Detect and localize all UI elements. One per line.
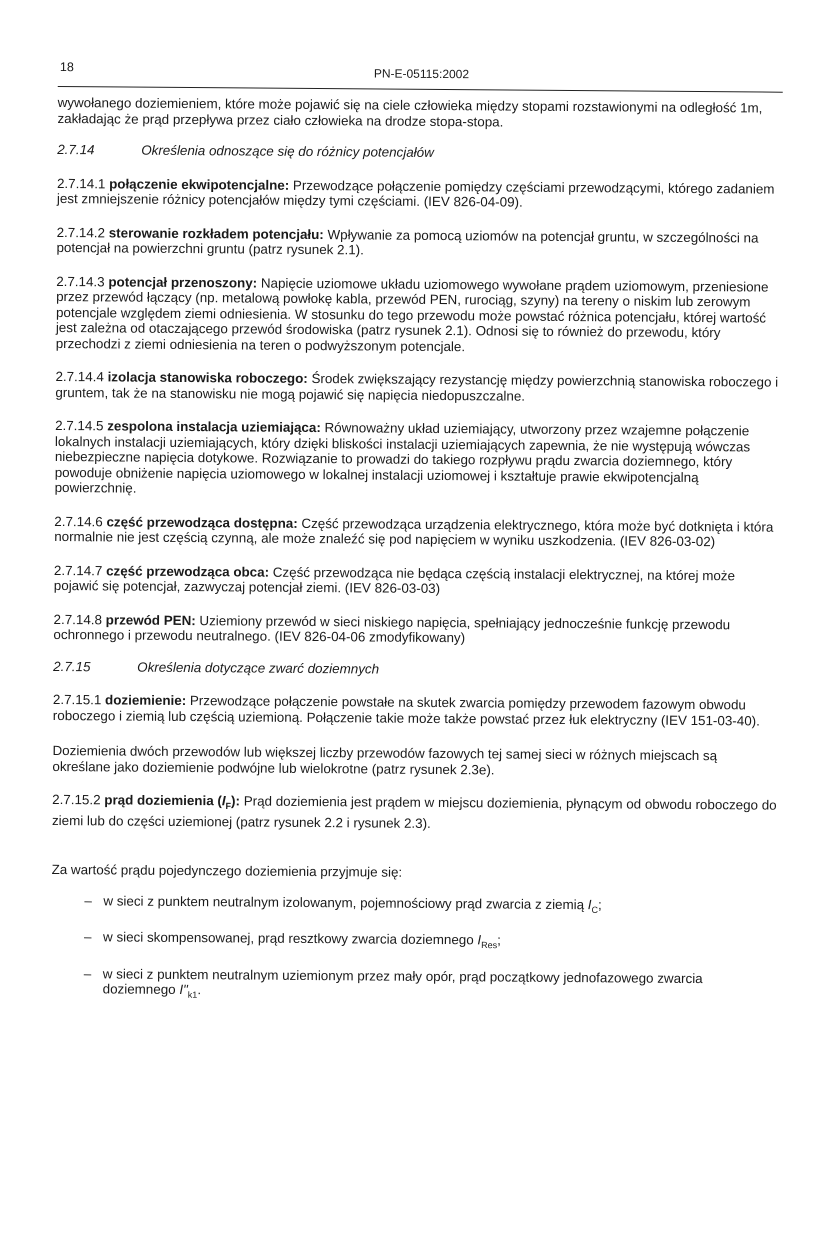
standard-code: PN-E-05115:2002 xyxy=(373,66,470,82)
definition-27142 xyxy=(56,224,781,261)
definition-27141 xyxy=(57,175,782,212)
definition-term: część przewodząca obca: xyxy=(106,562,270,580)
symbol-subscript: Res xyxy=(481,940,498,951)
definition-number: 2.7.14.7 xyxy=(53,562,103,578)
definition-number: 2.7.14.4 xyxy=(55,368,104,385)
definition-number: 2.7.14.2 xyxy=(56,224,106,240)
symbol: I xyxy=(477,932,482,948)
list-dash: – xyxy=(83,965,92,981)
definition-number: 2.7.14.6 xyxy=(54,513,103,529)
definition-term: izolacja stanowiska roboczego: xyxy=(107,369,308,386)
definition-27151 xyxy=(53,692,778,729)
definition-term: część przewodząca dostępna: xyxy=(106,513,298,531)
definition-27148 xyxy=(53,611,778,648)
fault-value-list xyxy=(51,893,777,1008)
list-item: – w sieci z punktem neutralnym izolowanym, pojemnościowy prąd zwarcia z ziemią $I_C$; xyxy=(84,893,602,916)
definition-term: przewód PEN: xyxy=(105,611,196,628)
symbol-subscript: k1 xyxy=(187,989,198,1000)
definition-text: Przewodzące połączenie powstałe na skutek zwarcia pomiędzy przewodem fazowym obwodu roboczego i ziemią lub częścią uziemioną. Połączenie takie może także powstać przez łuk elektryczny (IEV 151-03-40). xyxy=(52,693,760,729)
definition-term: prąd doziemienia $(I_F)$: xyxy=(104,792,241,812)
definition-27143 xyxy=(56,273,782,356)
list-dash: – xyxy=(84,929,92,945)
definition-term: sterowanie rozkładem potencjału: xyxy=(108,224,324,242)
symbol-subscript: F xyxy=(225,801,232,812)
symbol: I xyxy=(221,793,226,809)
definition-term: połączenie ekwipotencjalne: xyxy=(109,175,290,193)
symbol: I xyxy=(587,897,592,913)
document-page xyxy=(51,56,783,1008)
definition-text: Uziemiony przewód w sieci niskiego napięcia, spełniający jednocześnie funkcję przewodu ochronnego i przewodu neutralnego. (IEV 826-04-06 zmodyfikowany) xyxy=(53,612,731,646)
list-item: – w sieci skompensowanej, prąd resztkowy zwarcia doziemnego $I_{Res}$; xyxy=(84,929,501,951)
paragraph-double-fault: Doziemienia dwóch przewodów lub większej liczby przewodów fazowych tej samej sieci w różnych miejscach są określane jako doziemienie podwójne lub wielokrotne (patrz rysunek 2.3e). xyxy=(52,742,718,777)
section-number: 2.7.15 xyxy=(53,658,91,674)
definition-term: doziemienie: xyxy=(105,692,187,709)
definition-text: Wpływanie za pomocą uziomów na potencjał gruntu, w szczególności na potencjał na powierzchni gruntu (patrz rysunek 2.1). xyxy=(56,226,759,258)
definition-text: Prąd doziemienia jest prądem w miejscu doziemienia, płynącym od obwodu roboczego do ziemi lub do części uziemionej (patrz rysunek 2.2 i rysunek 2.3). xyxy=(51,793,777,832)
section-title: Określenia dotyczące zwarć doziemnych xyxy=(137,659,380,677)
definition-term: zespolona instalacja uziemiająca: xyxy=(107,418,321,436)
definition-text: Równoważny układ uziemiający, utworzony przez wzajemne połączenie lokalnych instalacji uziemiających, który dzięki bliskości instalacji uziemiających zapewnia, że nie występują wówczas niebezpieczne napięcia dotykowe. Rozwiązanie to prowadzi do takiego rozpływu prądu zwarcia doziemnego, który powoduje obniżenie napięcia uziomowego w lokalnej instalacji uziomowej i kształtuje prawie ekwipotencjalną powierzchnię. xyxy=(54,420,751,496)
section-title: Określenia odnoszące się do różnicy potencjałów xyxy=(141,142,434,160)
definition-text: Część przewodząca urządzenia elektrycznego, która może być dotknięta i która normalnie nie jest częścią czynną, ale może znaleźć się pod napięciem w wyniku uszkodzenia. (IEV 826-03-02) xyxy=(54,515,774,550)
symbol-subscript: C xyxy=(591,905,599,916)
definition-number: 2.7.15.1 xyxy=(52,691,102,708)
definition-number: 2.7.14.8 xyxy=(53,611,103,627)
page-header xyxy=(58,56,783,93)
list-item: – w sieci z punktem neutralnym uziemionym przez mały opór, prąd początkowy jednofazowego zwarcia doziemnego $I"_{k1}$. xyxy=(83,965,703,1000)
definition-number: 2.7.15.2 xyxy=(52,791,101,808)
document-body xyxy=(51,95,783,1008)
symbol: I" xyxy=(179,981,188,998)
page-number: 18 xyxy=(59,60,74,75)
definition-term: potencjał przenoszony: xyxy=(108,273,258,291)
definition-number: 2.7.14.3 xyxy=(56,273,105,289)
definition-27145 xyxy=(55,418,781,501)
definition-text: Część przewodząca nie będąca częścią instalacji elektrycznej, na której może pojawić się potencjał, zazwyczaj potencjał ziemi. (IEV 826-03-03) xyxy=(53,564,736,597)
definition-27146 xyxy=(54,513,779,550)
definition-text: Przewodzące połączenie pomiędzy częściami przewodzącymi, którego zadaniem jest zmniejszenie różnicy potencjałów między tymi częściami. (IEV 826-04-09). xyxy=(56,177,775,210)
definition-text: Środek zwiększający rezystancję między powierzchnią stanowiska roboczego i gruntem, tak że na stanowisku nie mogą pojawić się napięcia niedopuszczalne. xyxy=(55,370,779,404)
definition-27144 xyxy=(55,369,780,406)
definition-27152 xyxy=(52,792,777,834)
list-dash: – xyxy=(84,893,92,909)
definition-text: Napięcie uziomowe układu uziomowego wywołane prądem uziomowym, przeniesione przez przewód łączący (np. metalową powłokę kabla, przewód PEN, rurociąg, szyny) na tereny o niskim lub zerowym potencjale względem ziemi odniesienia. W stosunku do tego przewodu może powstać różnica potencjału, której wartość jest zależna od otaczającego przewód środowiska (patrz rysunek 2.1). Odnosi się to również do przewodu, który przechodzi z ziemi odniesienia na teren o podwyższonym potencjale. xyxy=(55,275,769,354)
paragraph-fault-value: Za wartość prądu pojedynczego doziemienia przyjmuje się: xyxy=(51,861,403,880)
definition-number: 2.7.14.5 xyxy=(55,417,104,434)
section-number: 2.7.14 xyxy=(57,141,95,158)
intro-paragraph: wywołanego doziemieniem, które może pojawić się na ciele człowieka między stopami rozstawionymi na odległość 1m, zakładając że prąd przepływa przez ciało człowieka na drodze stopa-stopa. xyxy=(57,94,763,129)
section-heading-2714 xyxy=(57,142,782,163)
definition-27147 xyxy=(54,562,779,599)
definition-number: 2.7.14.1 xyxy=(56,175,106,191)
section-heading-2715 xyxy=(53,658,778,679)
